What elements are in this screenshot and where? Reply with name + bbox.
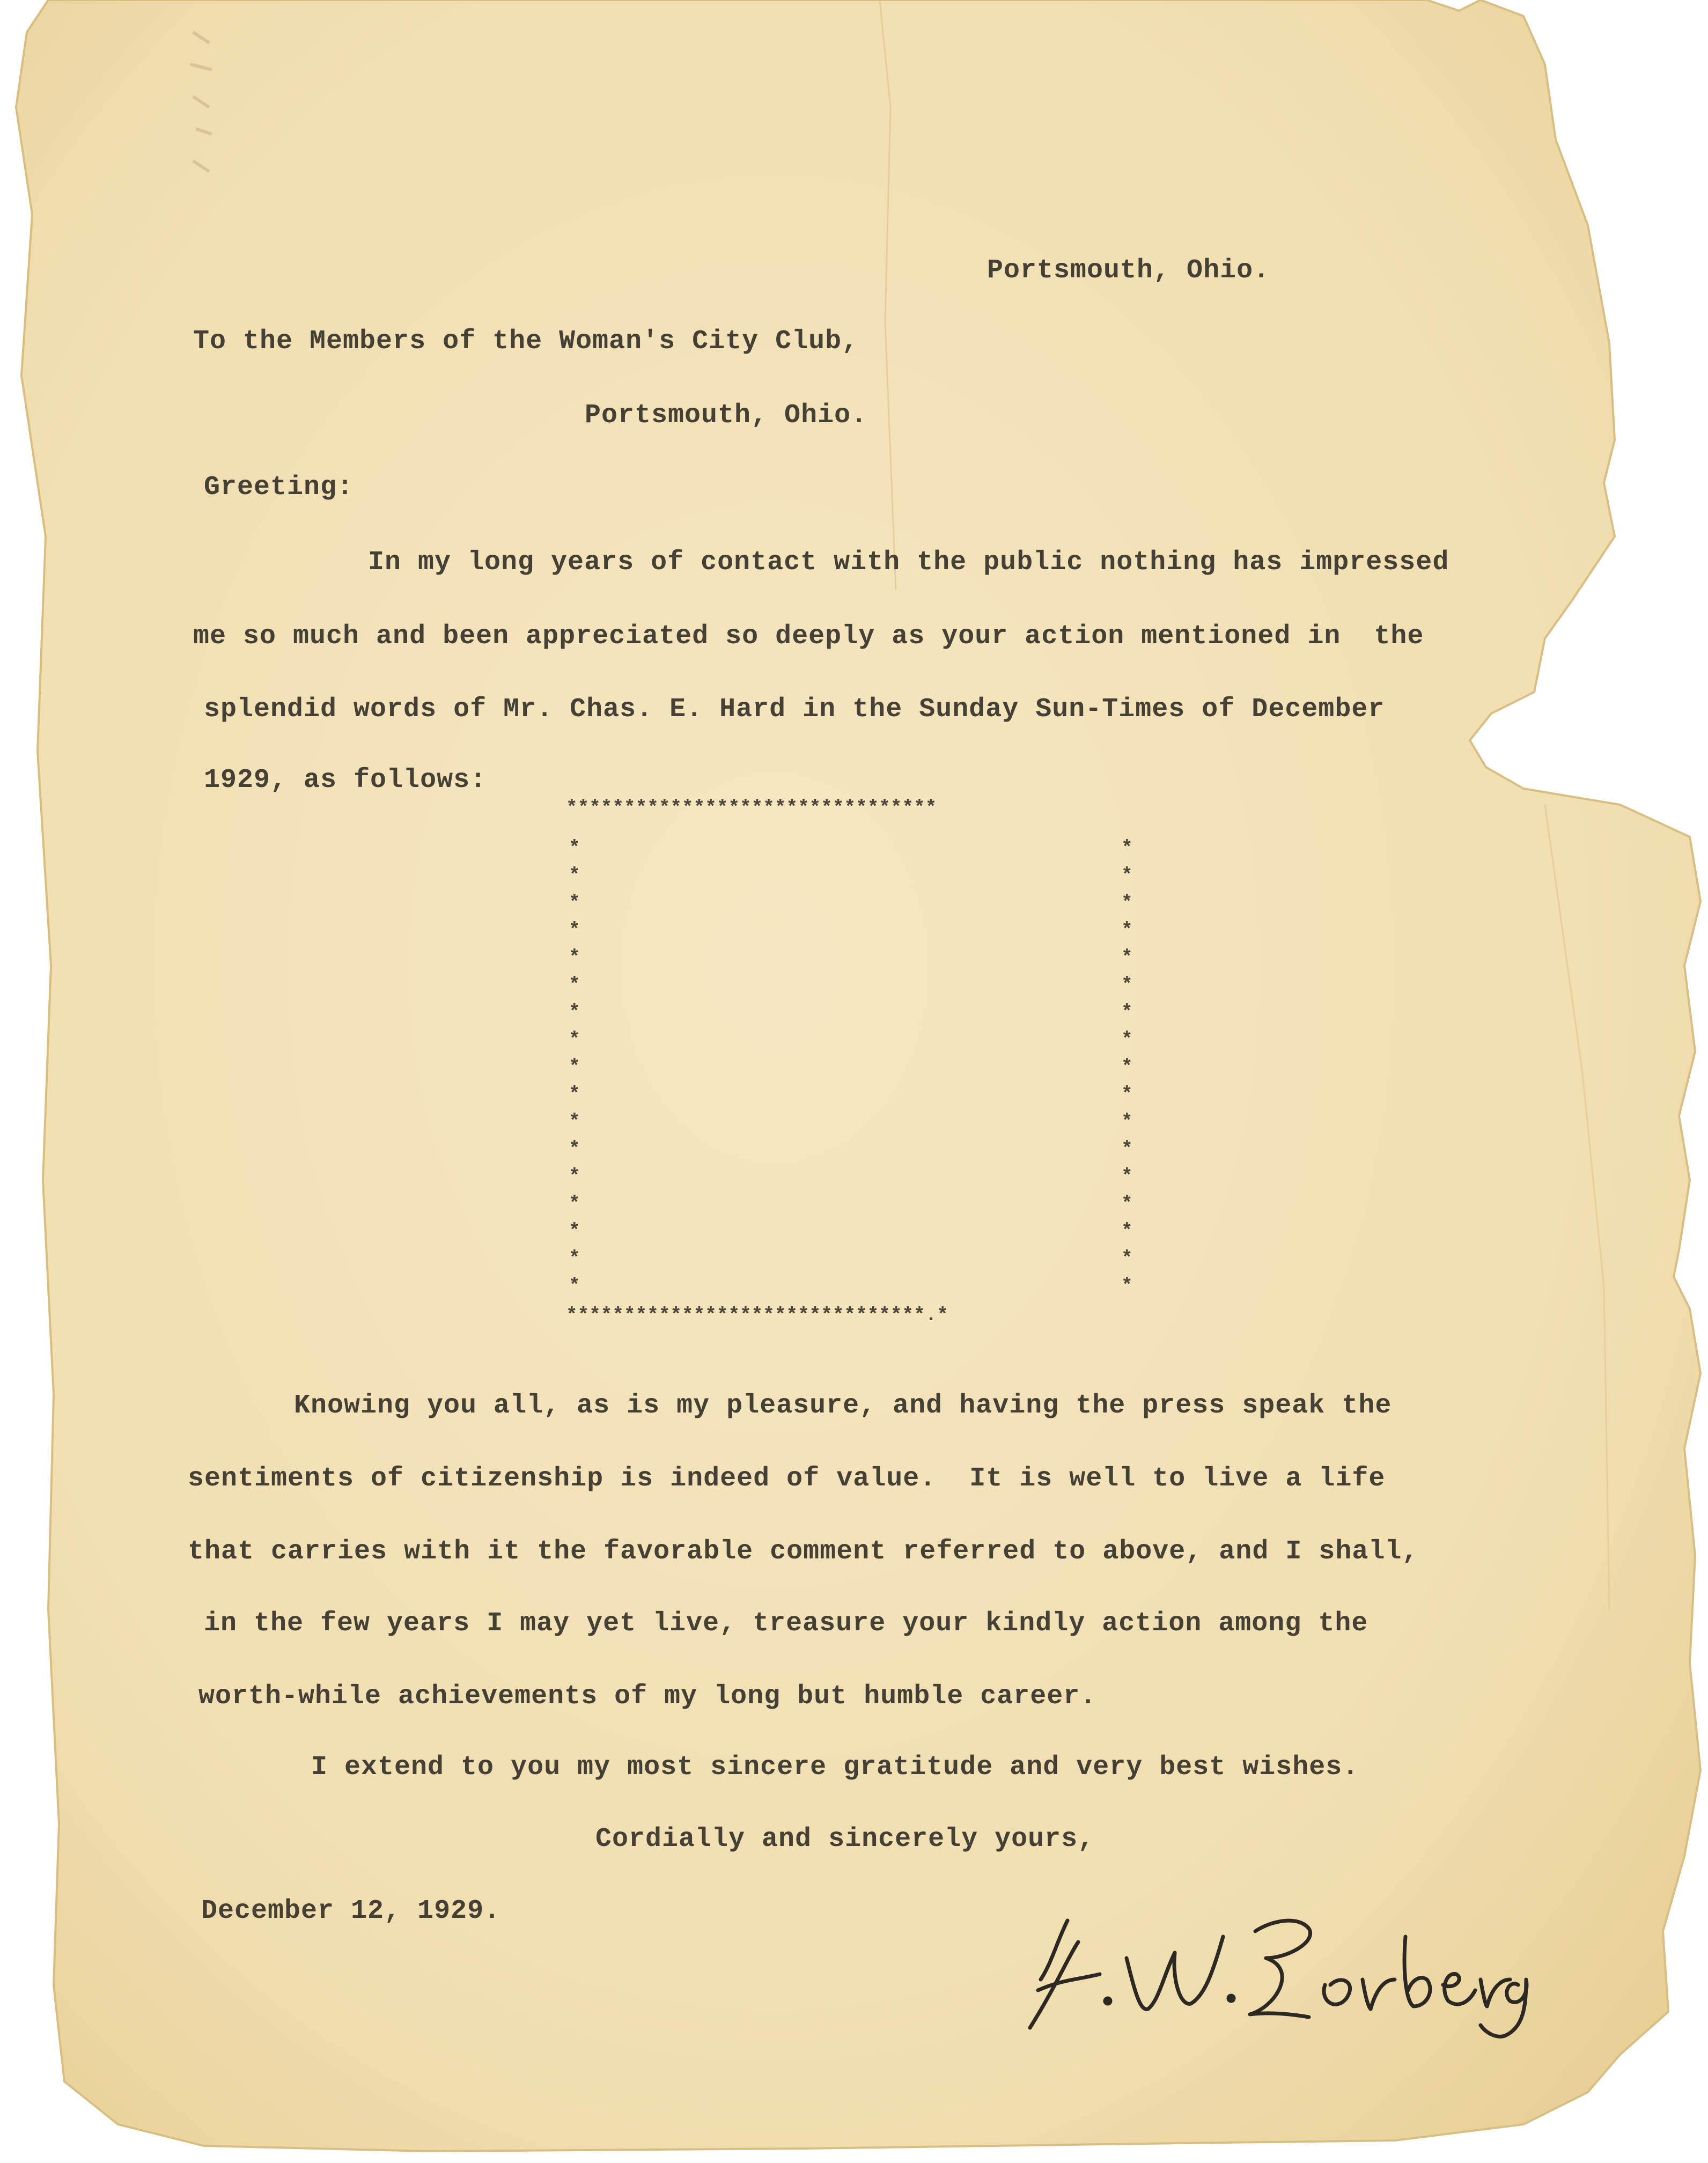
- salutation: Greeting:: [204, 472, 354, 503]
- star-border-glyph: *: [569, 1275, 580, 1297]
- star-border-glyph: *: [569, 864, 580, 886]
- star-border-glyph: *: [1121, 974, 1133, 996]
- star-border-glyph: *: [1121, 1083, 1133, 1105]
- star-border-glyph: *: [569, 1083, 580, 1105]
- star-border-bottom: *******************************.*: [566, 1304, 948, 1326]
- star-border-glyph: *: [569, 1056, 580, 1078]
- star-border-glyph: *: [1121, 919, 1133, 941]
- star-border-glyph: *: [569, 1193, 580, 1215]
- letter-date: December 12, 1929.: [201, 1896, 501, 1926]
- closing-wish: I extend to you my most sincere gratitude and very best wishes.: [311, 1752, 1359, 1783]
- star-border-glyph: *: [569, 892, 580, 914]
- star-border-glyph: *: [1121, 864, 1133, 886]
- body-line: in the few years I may yet live, treasure your kindly action among the: [204, 1608, 1368, 1639]
- star-border-glyph: *: [569, 919, 580, 941]
- star-border-glyph: *: [1121, 1275, 1133, 1297]
- star-border-glyph: *: [569, 1220, 580, 1242]
- star-border-glyph: *: [1121, 1247, 1133, 1269]
- star-border-glyph: *: [1121, 837, 1133, 859]
- star-border-glyph: *: [1121, 1138, 1133, 1160]
- star-border-top: ********************************: [566, 797, 937, 819]
- star-border-glyph: *: [569, 1028, 580, 1050]
- star-border-glyph: *: [569, 1001, 580, 1023]
- star-border-glyph: *: [1121, 1220, 1133, 1242]
- star-border-glyph: *: [1121, 1165, 1133, 1187]
- body-line: In my long years of contact with the public nothing has impressed: [368, 547, 1449, 578]
- addressee-line: To the Members of the Woman's City Club,: [193, 326, 859, 357]
- body-line: that carries with it the favorable comment referred to above, and I shall,: [188, 1536, 1419, 1567]
- body-line: 1929, as follows:: [204, 765, 487, 796]
- star-border-glyph: *: [1121, 946, 1133, 968]
- body-line: Knowing you all, as is my pleasure, and having the press speak the: [294, 1390, 1392, 1421]
- star-border-glyph: *: [1121, 1193, 1133, 1215]
- complimentary-closing: Cordially and sincerely yours,: [595, 1824, 1095, 1855]
- star-border-glyph: *: [569, 1110, 580, 1132]
- pencil-notation-mark: [172, 21, 236, 204]
- star-border-glyph: *: [569, 1247, 580, 1269]
- body-line: sentiments of citizenship is indeed of value. It is well to live a life: [188, 1463, 1386, 1494]
- star-border-glyph: *: [1121, 1001, 1133, 1023]
- star-border-glyph: *: [1121, 892, 1133, 914]
- star-border-glyph: *: [1121, 1110, 1133, 1132]
- addressee-place: Portsmouth, Ohio.: [585, 400, 868, 431]
- body-line: worth-while achievements of my long but humble career.: [198, 1681, 1097, 1712]
- star-border-glyph: *: [569, 1165, 580, 1187]
- body-line: splendid words of Mr. Chas. E. Hard in the Sunday Sun-Times of December: [204, 694, 1385, 725]
- star-border-glyph: *: [1121, 1028, 1133, 1050]
- star-border-glyph: *: [569, 837, 580, 859]
- handwritten-signature: [1019, 1899, 1545, 2039]
- star-border-glyph: *: [569, 1138, 580, 1160]
- star-border-glyph: *: [569, 946, 580, 968]
- star-border-glyph: *: [569, 974, 580, 996]
- body-line: me so much and been appreciated so deeply as your action mentioned in the: [193, 621, 1424, 652]
- star-border-glyph: *: [1121, 1056, 1133, 1078]
- place-heading: Portsmouth, Ohio.: [987, 255, 1270, 286]
